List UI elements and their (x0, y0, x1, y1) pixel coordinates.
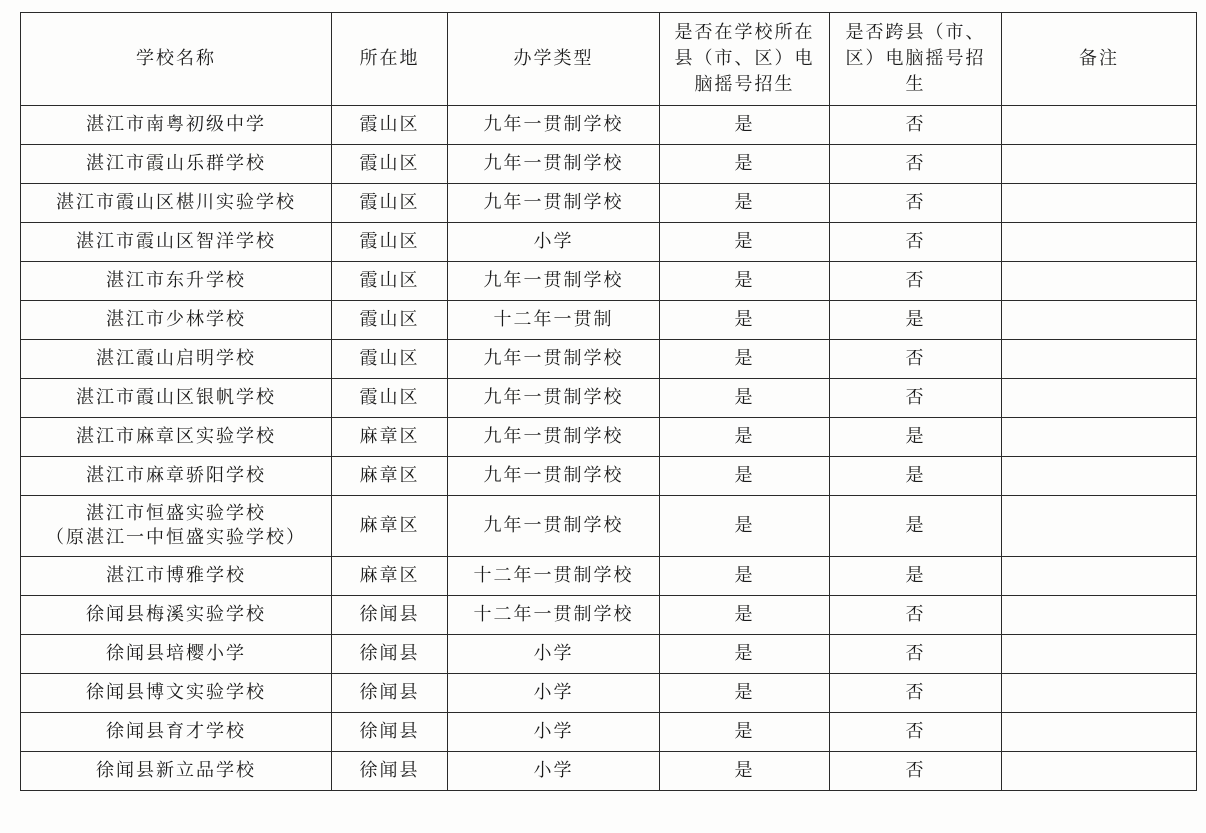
cell-school-type: 九年一贯制学校 (448, 106, 660, 145)
cell-local-lottery: 是 (660, 596, 830, 635)
table-row (21, 184, 1197, 223)
header-note: 备注 (1002, 13, 1197, 106)
cell-location: 霞山区 (332, 262, 448, 301)
cell-school-name: 湛江市霞山区椹川实验学校 (21, 184, 332, 223)
cell-location: 霞山区 (332, 379, 448, 418)
cell-location: 霞山区 (332, 184, 448, 223)
cell-cross-lottery: 否 (830, 145, 1002, 184)
cell-local-lottery: 是 (660, 418, 830, 457)
cell-local-lottery: 是 (660, 223, 830, 262)
table-row (21, 145, 1197, 184)
header-cross-lottery-text: 是否跨县（市、区）电脑摇号招生 (845, 22, 986, 95)
cell-location: 麻章区 (332, 496, 448, 557)
cell-local-lottery: 是 (660, 713, 830, 752)
cell-local-lottery: 是 (660, 262, 830, 301)
table-row (21, 418, 1197, 457)
cell-note (1002, 262, 1197, 301)
cell-school-name: 湛江市博雅学校 (21, 557, 332, 596)
cell-school-name: 湛江市霞山区银帆学校 (21, 379, 332, 418)
cell-local-lottery: 是 (660, 457, 830, 496)
cell-school-name: 湛江市霞山乐群学校 (21, 145, 332, 184)
cell-note (1002, 418, 1197, 457)
cell-local-lottery: 是 (660, 145, 830, 184)
cell-note (1002, 106, 1197, 145)
cell-location: 徐闻县 (332, 752, 448, 791)
table-row (21, 635, 1197, 674)
schools-table (20, 12, 1197, 791)
header-school-type: 办学类型 (448, 13, 660, 106)
school-former-name-line: （原湛江一中恒盛实验学校） (46, 527, 306, 548)
cell-local-lottery: 是 (660, 340, 830, 379)
cell-note (1002, 752, 1197, 791)
cell-location: 霞山区 (332, 223, 448, 262)
cell-school-name: 湛江市东升学校 (21, 262, 332, 301)
cell-location: 徐闻县 (332, 713, 448, 752)
cell-school-name: 湛江市南粤初级中学 (21, 106, 332, 145)
cell-note (1002, 496, 1197, 557)
cell-cross-lottery: 否 (830, 674, 1002, 713)
cell-location: 霞山区 (332, 301, 448, 340)
cell-local-lottery: 是 (660, 184, 830, 223)
table-row (21, 674, 1197, 713)
cell-local-lottery: 是 (660, 557, 830, 596)
cell-note (1002, 184, 1197, 223)
cell-note (1002, 596, 1197, 635)
cell-cross-lottery: 否 (830, 184, 1002, 223)
cell-cross-lottery: 是 (830, 418, 1002, 457)
cell-school-type: 十二年一贯制学校 (448, 557, 660, 596)
header-local-lottery (660, 13, 830, 106)
cell-local-lottery: 是 (660, 674, 830, 713)
cell-school-type: 九年一贯制学校 (448, 379, 660, 418)
cell-school-type: 小学 (448, 752, 660, 791)
cell-school-type: 九年一贯制学校 (448, 496, 660, 557)
cell-school-type: 九年一贯制学校 (448, 457, 660, 496)
cell-cross-lottery: 否 (830, 596, 1002, 635)
cell-school-type: 小学 (448, 674, 660, 713)
cell-location: 麻章区 (332, 557, 448, 596)
cell-school-type: 九年一贯制学校 (448, 262, 660, 301)
header-local-lottery-text: 是否在学校所在县（市、区）电脑摇号招生 (674, 22, 815, 95)
cell-school-name: 徐闻县培樱小学 (21, 635, 332, 674)
table-row (21, 106, 1197, 145)
cell-location: 霞山区 (332, 340, 448, 379)
cell-note (1002, 635, 1197, 674)
cell-note (1002, 713, 1197, 752)
cell-school-name: 徐闻县博文实验学校 (21, 674, 332, 713)
cell-cross-lottery: 否 (830, 713, 1002, 752)
table-row (21, 557, 1197, 596)
cell-cross-lottery: 否 (830, 635, 1002, 674)
cell-note (1002, 457, 1197, 496)
table-row (21, 262, 1197, 301)
cell-school-type: 小学 (448, 635, 660, 674)
cell-cross-lottery: 否 (830, 340, 1002, 379)
cell-school-type: 十二年一贯制学校 (448, 596, 660, 635)
cell-location: 霞山区 (332, 106, 448, 145)
cell-cross-lottery: 是 (830, 496, 1002, 557)
cell-location: 麻章区 (332, 418, 448, 457)
cell-cross-lottery: 否 (830, 106, 1002, 145)
cell-local-lottery: 是 (660, 635, 830, 674)
cell-school-type: 九年一贯制学校 (448, 418, 660, 457)
cell-school-name: 徐闻县梅溪实验学校 (21, 596, 332, 635)
table-row (21, 713, 1197, 752)
cell-location: 麻章区 (332, 457, 448, 496)
cell-location: 霞山区 (332, 145, 448, 184)
cell-note (1002, 674, 1197, 713)
cell-location: 徐闻县 (332, 674, 448, 713)
header-school-name: 学校名称 (21, 13, 332, 106)
school-name-line: 湛江市恒盛实验学校 (86, 503, 266, 524)
cell-school-name: 湛江霞山启明学校 (21, 340, 332, 379)
cell-school-type: 小学 (448, 223, 660, 262)
cell-note (1002, 145, 1197, 184)
cell-local-lottery: 是 (660, 752, 830, 791)
cell-school-name: 徐闻县新立品学校 (21, 752, 332, 791)
cell-note (1002, 379, 1197, 418)
cell-cross-lottery: 否 (830, 262, 1002, 301)
cell-local-lottery: 是 (660, 496, 830, 557)
cell-note (1002, 301, 1197, 340)
table-row (21, 457, 1197, 496)
cell-local-lottery: 是 (660, 379, 830, 418)
cell-school-name: 徐闻县育才学校 (21, 713, 332, 752)
cell-school-name (21, 496, 332, 557)
cell-school-type: 小学 (448, 713, 660, 752)
cell-cross-lottery: 是 (830, 301, 1002, 340)
cell-cross-lottery: 否 (830, 223, 1002, 262)
cell-school-name: 湛江市霞山区智洋学校 (21, 223, 332, 262)
cell-cross-lottery: 是 (830, 557, 1002, 596)
table-row (21, 301, 1197, 340)
table-body (21, 106, 1197, 791)
cell-cross-lottery: 否 (830, 379, 1002, 418)
cell-school-type: 九年一贯制学校 (448, 145, 660, 184)
cell-note (1002, 557, 1197, 596)
cell-note (1002, 223, 1197, 262)
cell-school-name: 湛江市麻章骄阳学校 (21, 457, 332, 496)
cell-location: 徐闻县 (332, 635, 448, 674)
cell-cross-lottery: 是 (830, 457, 1002, 496)
table-row (21, 379, 1197, 418)
cell-note (1002, 340, 1197, 379)
cell-location: 徐闻县 (332, 596, 448, 635)
cell-school-name: 湛江市少林学校 (21, 301, 332, 340)
table-header-row (21, 13, 1197, 106)
table-row (21, 596, 1197, 635)
header-location: 所在地 (332, 13, 448, 106)
cell-school-type: 九年一贯制学校 (448, 340, 660, 379)
cell-school-type: 十二年一贯制 (448, 301, 660, 340)
cell-local-lottery: 是 (660, 106, 830, 145)
table-row (21, 340, 1197, 379)
cell-school-name: 湛江市麻章区实验学校 (21, 418, 332, 457)
table-row (21, 752, 1197, 791)
table-row (21, 496, 1197, 557)
cell-local-lottery: 是 (660, 301, 830, 340)
table-row (21, 223, 1197, 262)
cell-cross-lottery: 否 (830, 752, 1002, 791)
cell-school-type: 九年一贯制学校 (448, 184, 660, 223)
header-cross-lottery (830, 13, 1002, 106)
